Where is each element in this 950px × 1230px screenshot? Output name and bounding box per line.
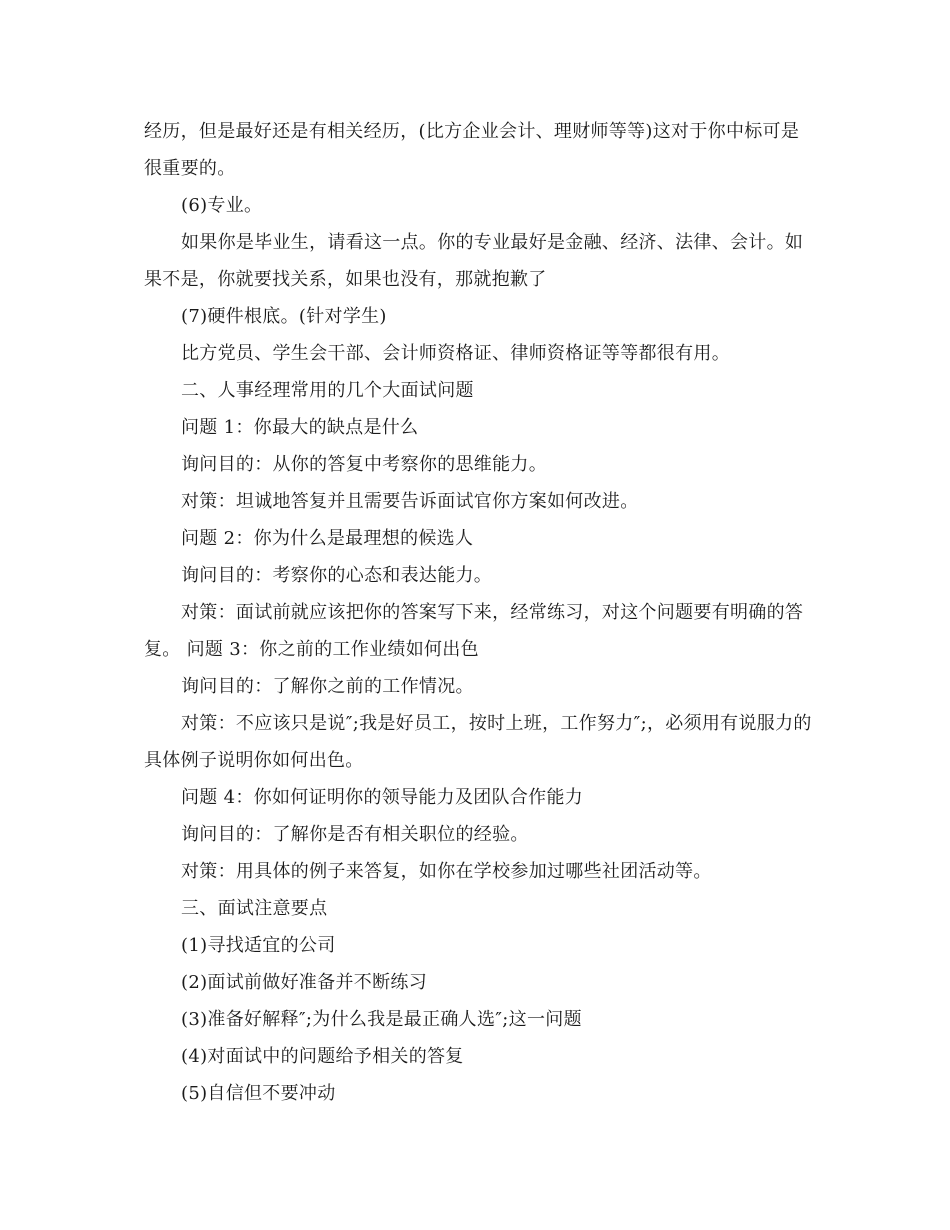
document-body bbox=[144, 113, 814, 1112]
section-heading-2: 二、人事经理常用的几个大面试问题 bbox=[181, 380, 474, 401]
question-1-strategy: 对策：坦诚地答复并且需要告诉面试官你方案如何改进。 bbox=[181, 491, 639, 512]
question-2-purpose: 询问目的：考察你的心态和表达能力。 bbox=[181, 565, 493, 586]
question-1-purpose: 询问目的：从你的答复中考察你的思维能力。 bbox=[181, 454, 547, 475]
question-2: 问题 2：你为什么是最理想的候选人 bbox=[181, 528, 474, 549]
question-4: 问题 4：你如何证明你的领导能力及团队合作能力 bbox=[181, 787, 584, 808]
tip-1: (1)寻找适宜的公司 bbox=[181, 935, 336, 956]
paragraph-4: (7)硬件根底。(针对学生) bbox=[181, 306, 387, 327]
tip-4: (4)对面试中的问题给予相关的答复 bbox=[181, 1046, 464, 1067]
paragraph-2: (6)专业。 bbox=[181, 195, 263, 216]
paragraph-3: 如果你是毕业生，请看这一点。你的专业最好是金融、经济、法律、会计。如果不是，你就要找关系，如果也没有，那就抱歉了 bbox=[144, 232, 804, 290]
question-4-strategy: 对策：用具体的例子来答复，如你在学校参加过哪些社团活动等。 bbox=[181, 861, 712, 882]
section-heading-3: 三、面试注意要点 bbox=[181, 898, 328, 919]
tip-5: (5)自信但不要冲动 bbox=[181, 1083, 336, 1104]
question-3-strategy: 对策：不应该只是说″;我是好员工，按时上班，工作努力″;，必须用有说服力的具体例子说明你如何出色。 bbox=[144, 713, 812, 771]
tip-2: (2)面试前做好准备并不断练习 bbox=[181, 972, 427, 993]
paragraph-1: 经历，但是最好还是有相关经历，(比方企业会计、理财师等等)这对于你中标可是很重要的。 bbox=[144, 121, 800, 179]
question-4-purpose: 询问目的：了解你是否有相关职位的经验。 bbox=[181, 824, 529, 845]
question-1: 问题 1：你最大的缺点是什么 bbox=[181, 417, 419, 438]
question-2-strategy: 对策：面试前就应该把你的答案写下来，经常练习，对这个问题要有明确的答复。 问题 3：你之前的工作业绩如何出色 bbox=[144, 602, 804, 660]
question-3-purpose: 询问目的：了解你之前的工作情况。 bbox=[181, 676, 474, 697]
paragraph-5: 比方党员、学生会干部、会计师资格证、律师资格证等等都很有用。 bbox=[181, 343, 730, 364]
tip-3: (3)准备好解释″;为什么我是最正确人选″;这一问题 bbox=[181, 1009, 582, 1030]
